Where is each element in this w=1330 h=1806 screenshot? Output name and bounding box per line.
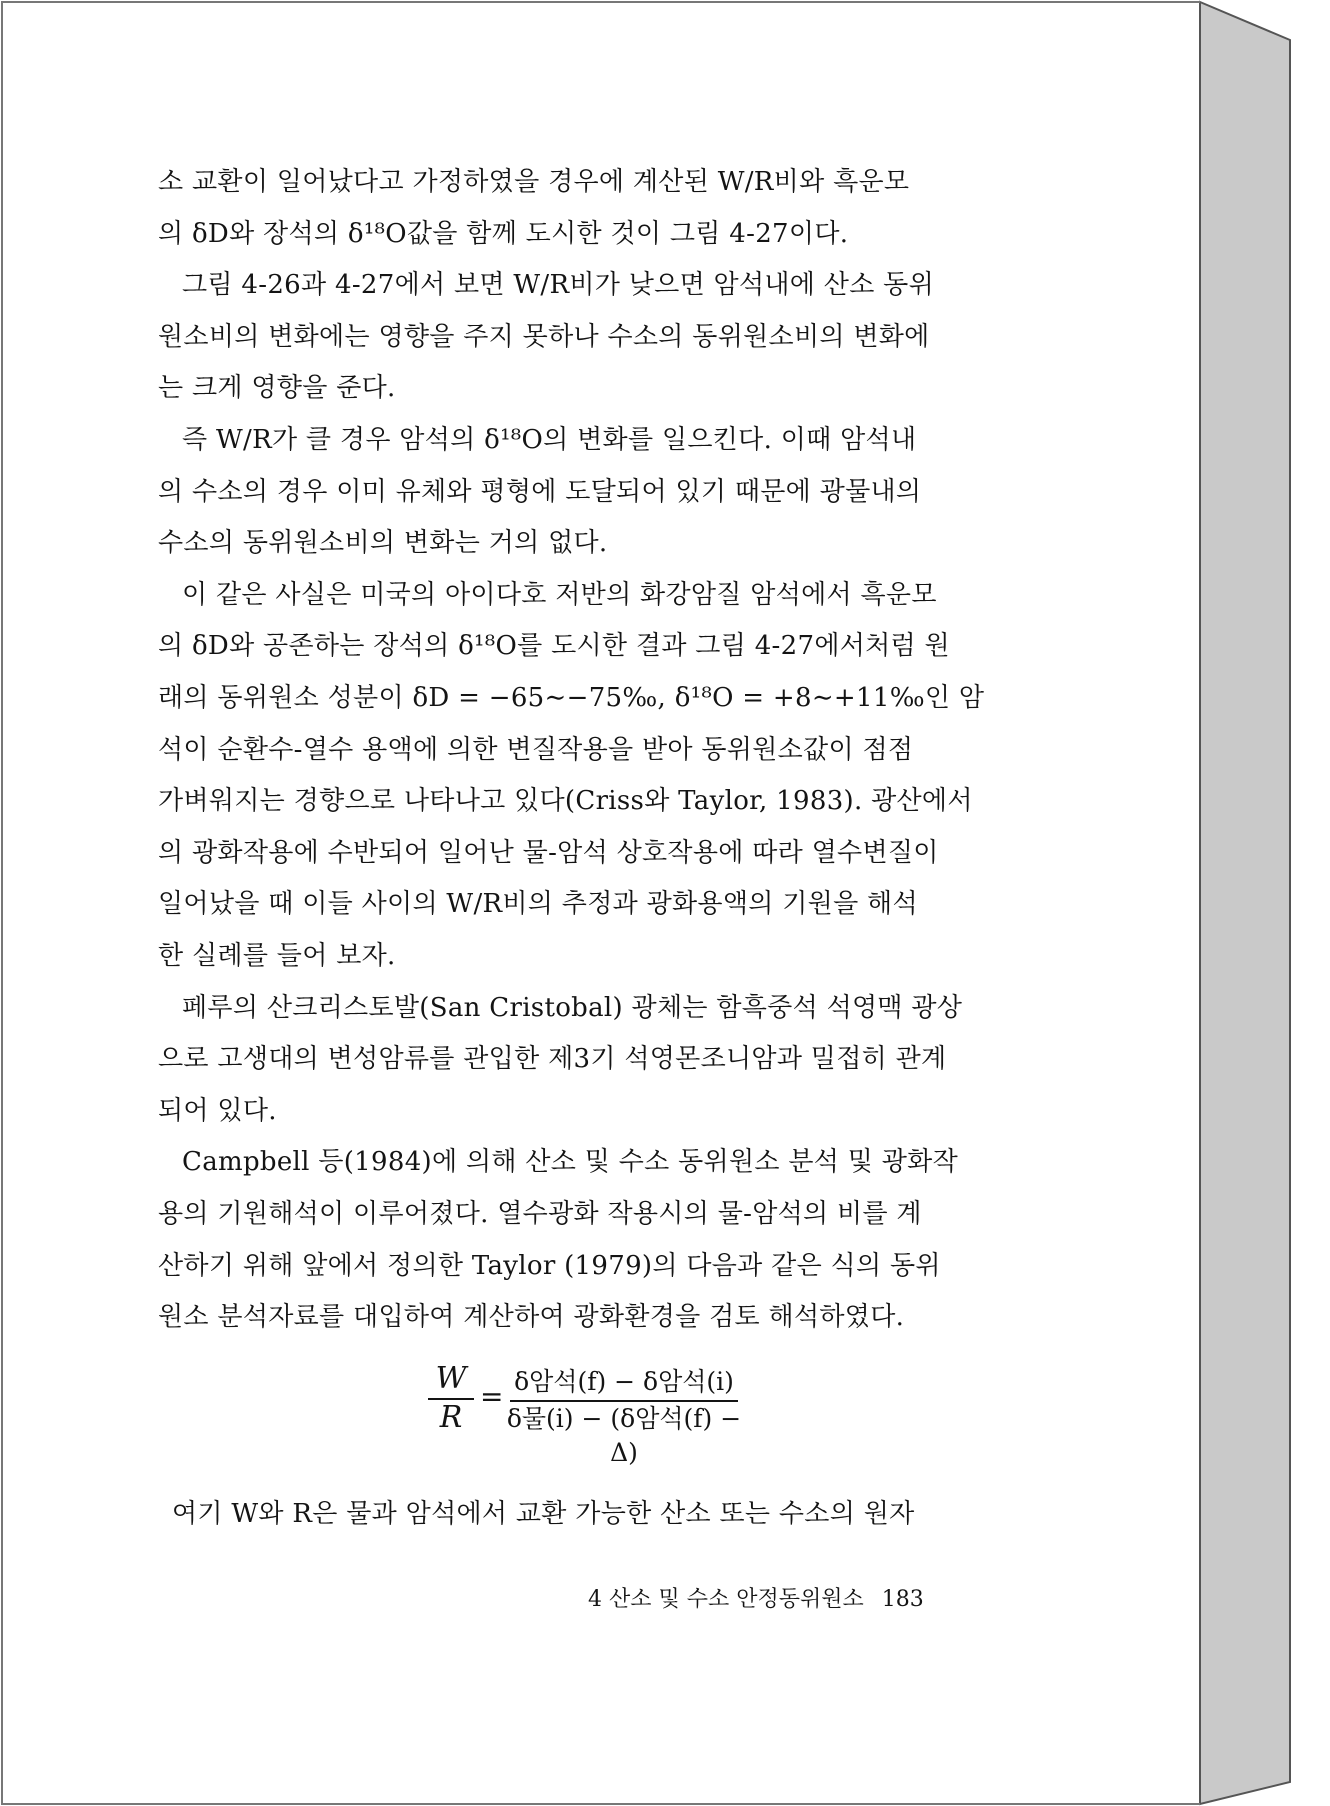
body-line: 으로 고생대의 변성암류를 관입한 제3기 석영몬조니암과 밀접히 관계: [158, 1044, 947, 1074]
body-line: 이 같은 사실은 미국의 아이다호 저반의 화강암질 암석에서 흑운모: [182, 580, 937, 610]
body-line: 수소의 동위원소비의 변화는 거의 없다.: [158, 528, 608, 558]
body-line: 는 크게 영향을 준다.: [158, 373, 396, 403]
formula-lhs-fraction: [424, 1362, 478, 1436]
body-line: 되어 있다.: [158, 1096, 277, 1126]
body-line: 가벼워지는 경향으로 나타나고 있다(Criss와 Taylor, 1983). 광산에서: [158, 786, 973, 816]
footer-page-number: 183: [881, 1587, 924, 1612]
body-line: 래의 동위원소 성분이 δD = −65∼−75‰, δ¹⁸O = +8∼+11‰인 암: [158, 683, 985, 713]
body-line: 소 교환이 일어났다고 가정하였을 경우에 계산된 W/R비와 흑운모: [158, 167, 910, 197]
body-line: 용의 기원해석이 이루어졌다. 열수광화 작용시의 물-암석의 비를 계: [158, 1199, 922, 1229]
after-formula-line: 여기 W와 R은 물과 암석에서 교환 가능한 산소 또는 수소의 원자: [172, 1499, 915, 1529]
page-footer: [588, 1582, 924, 1613]
body-line: 산하기 위해 앞에서 정의한 Taylor (1979)의 다음과 같은 식의 동위: [158, 1251, 941, 1281]
footer-chapter-title: 4 산소 및 수소 안정동위원소: [588, 1587, 864, 1612]
body-line: 원소비의 변화에는 영향을 주지 못하나 수소의 동위원소비의 변화에: [158, 322, 930, 352]
formula-rhs-denominator: δ물(i) − (δ암석(f) − Δ): [506, 1404, 742, 1467]
formula-lhs-denominator: R: [439, 1400, 463, 1435]
body-line: 한 실례를 들어 보자.: [158, 941, 396, 971]
formula-equals-sign: =: [480, 1380, 504, 1413]
body-line: 즉 W/R가 클 경우 암석의 δ¹⁸O의 변화를 일으킨다. 이때 암석내: [182, 425, 917, 455]
body-line: 그림 4-26과 4-27에서 보면 W/R비가 낮으면 암석내에 산소 동위: [182, 270, 935, 300]
formula-rhs-numerator: δ암석(f) − δ암석(i): [514, 1367, 734, 1396]
body-line: 원소 분석자료를 대입하여 계산하여 광화환경을 검토 해석하였다.: [158, 1302, 905, 1332]
body-line: 의 δD와 공존하는 장석의 δ¹⁸O를 도시한 결과 그림 4-27에서처럼 원: [158, 631, 950, 661]
formula-rhs-fraction: [504, 1366, 744, 1470]
body-line: 의 δD와 장석의 δ¹⁸O값을 함께 도시한 것이 그림 4-27이다.: [158, 219, 849, 249]
formula-lhs-numerator: W: [435, 1361, 467, 1396]
body-line: 일어났을 때 이들 사이의 W/R비의 추정과 광화용액의 기원을 해석: [158, 889, 918, 919]
body-line: 의 광화작용에 수반되어 일어난 물-암석 상호작용에 따라 열수변질이: [158, 838, 939, 868]
body-line: Campbell 등(1984)에 의해 산소 및 수소 동위원소 분석 및 광화작: [182, 1147, 958, 1177]
body-line: 의 수소의 경우 이미 유체와 평형에 도달되어 있기 때문에 광물내의: [158, 477, 922, 507]
body-line: 페루의 산크리스토발(San Cristobal) 광체는 함흑중석 석영맥 광상: [182, 993, 963, 1023]
body-line: 석이 순환수-열수 용액에 의한 변질작용을 받아 동위원소값이 점점: [158, 735, 914, 765]
page-side-edge: [1200, 2, 1290, 1804]
water-rock-ratio-formula: [418, 1352, 778, 1467]
